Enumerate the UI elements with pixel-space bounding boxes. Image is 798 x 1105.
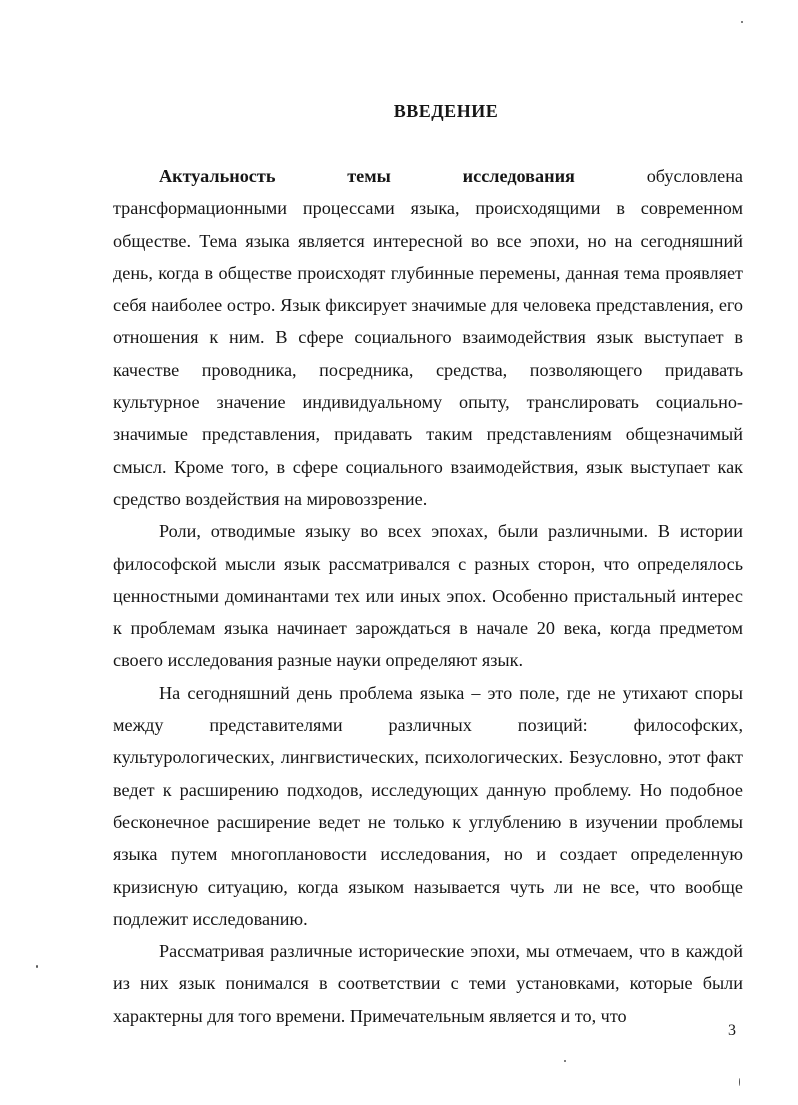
- first-line-word: обусловлена: [646, 166, 743, 186]
- paragraph-1: трансформационными процессами языка, происходящими в современном обществе. Тема языка является интересной во все эпохи, но на сегодняшний день, когда в обществе происходят глубинные перемены, данная тема проявляет себя наиболее остро. Язык фиксирует значимые для человека представления, его отношения к ним. В сфере социального взаимодействия язык выступает в качестве проводника, посредника, средства, позволяющего придавать культурное значение индивидуальному опыту, транслировать социально-значимые представления, придавать таким представлениям общезначимый смысл. Кроме того, в сфере социального взаимодействия, язык выступает как средство воздействия на мировоззрение.: [113, 198, 743, 509]
- first-line: [113, 160, 743, 192]
- paragraph-2: Роли, отводимые языку во всех эпохах, были различными. В истории философской мысли язык рассматривался с разных сторон, что определялось ценностными доминантами тех или иных эпох. Особенно пристальный интерес к проблемам языка начинает зарождаться в начале 20 века, когда предметом своего исследования разные науки определяют язык.: [113, 521, 743, 671]
- bold-term-3: исследования: [462, 166, 575, 186]
- bold-term-1: Актуальность: [159, 166, 276, 186]
- scan-speck: [739, 1078, 740, 1086]
- scan-speck: [564, 1060, 566, 1062]
- bold-term-2: темы: [347, 166, 391, 186]
- paragraph-3: На сегодняшний день проблема языка – это поле, где не утихают споры между представителями различных позиций: философских, культурологических, лингвистических, психологических. Безусловно, этот факт ведет к расширению подходов, исследующих данную проблему. Но подобное бесконечное расширение ведет не только к углублению в изучении проблемы языка путем многоплановости исследования, но и создает определенную кризисную ситуацию, когда языком называется чуть ли не все, что вообще подлежит исследованию.: [113, 682, 743, 929]
- page-title: ВВЕДЕНИЕ: [393, 101, 499, 121]
- paragraph-4: Рассматривая различные исторические эпохи, мы отмечаем, что в каждой из них язык понимался в соответствии с теми установками, которые были характерны для того времени. Примечательным является и то, что: [113, 941, 743, 1026]
- scan-speck: [741, 21, 743, 23]
- body-text: [113, 160, 743, 1032]
- page-number: 3: [728, 1022, 736, 1039]
- scan-speck: [36, 965, 38, 968]
